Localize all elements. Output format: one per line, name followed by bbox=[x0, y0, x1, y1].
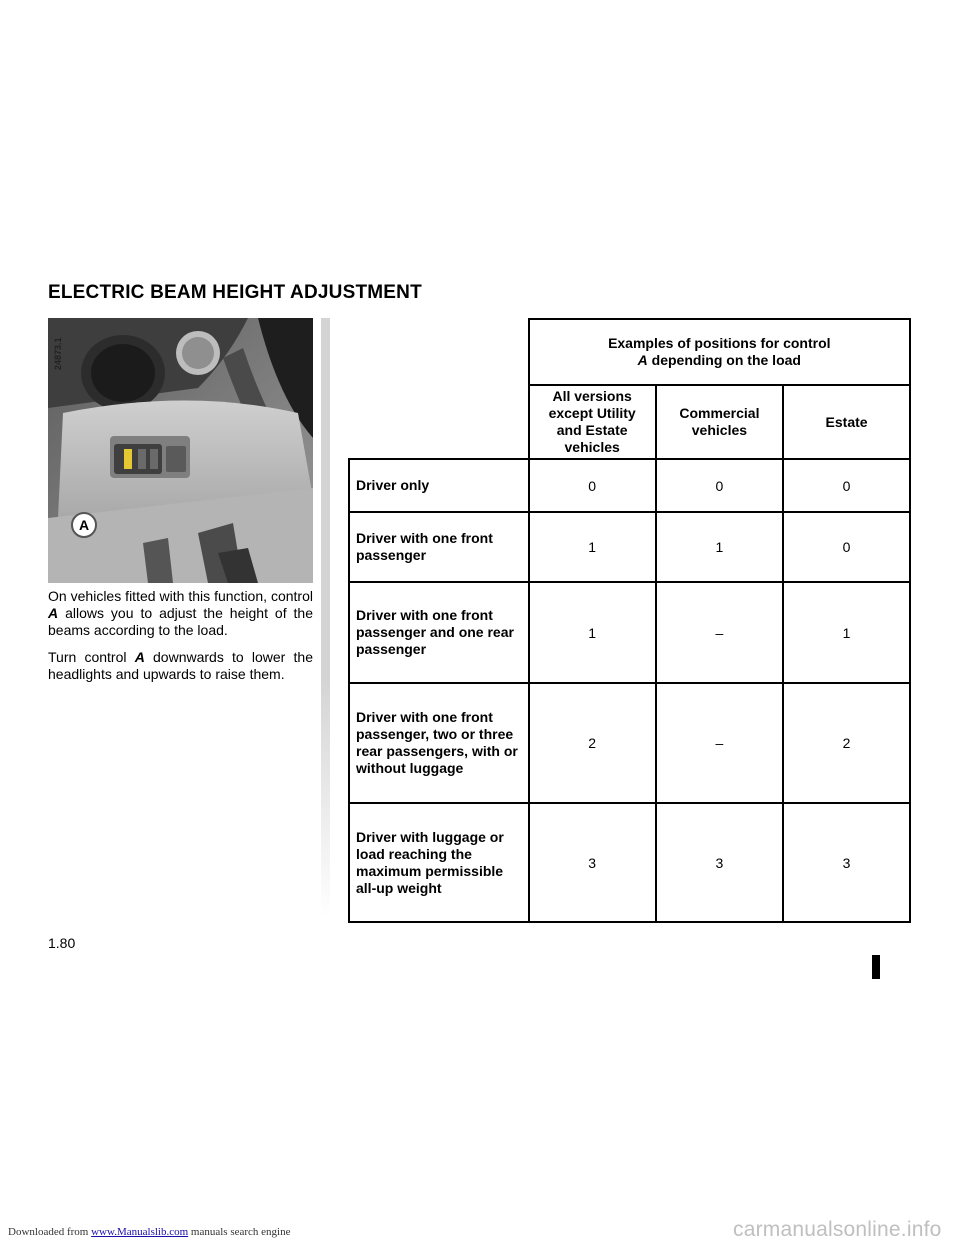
load-position-table bbox=[348, 318, 911, 923]
body-text bbox=[48, 588, 313, 693]
table-row bbox=[349, 512, 910, 582]
table-cell: 1 bbox=[783, 582, 910, 683]
table-corner bbox=[349, 385, 529, 459]
row-label: Driver with one front passenger bbox=[349, 512, 529, 582]
table-cell: 0 bbox=[656, 459, 783, 512]
table-cell: 2 bbox=[529, 683, 656, 803]
table-cell: 1 bbox=[656, 512, 783, 582]
table-cell: 2 bbox=[783, 683, 910, 803]
table-cell: 1 bbox=[529, 512, 656, 582]
row-label: Driver with one front passenger, two or three rear passengers, with or without luggage bbox=[349, 683, 529, 803]
table-row bbox=[349, 459, 910, 512]
table-caption-row bbox=[349, 319, 910, 385]
table-cell: – bbox=[656, 582, 783, 683]
manualslib-link[interactable]: www.Manualslib.com bbox=[91, 1226, 189, 1238]
column-header: Commercial vehicles bbox=[656, 385, 783, 459]
page-number: 1.80 bbox=[48, 935, 76, 951]
table-cell: 0 bbox=[783, 512, 910, 582]
control-ref: A bbox=[48, 605, 59, 621]
table-cell: 1 bbox=[529, 582, 656, 683]
row-label: Driver with luggage or load reaching the maximum permissible all-up weight bbox=[349, 803, 529, 922]
column-header: All versions except Utility and Estate vehicles bbox=[529, 385, 656, 459]
table-cell: 0 bbox=[529, 459, 656, 512]
column-divider bbox=[321, 318, 330, 918]
paragraph-function: On vehicles fitted with this function, control A allows you to adjust the height of the beams according to the load. bbox=[48, 588, 313, 638]
dashboard-photo bbox=[48, 318, 313, 583]
table-row bbox=[349, 683, 910, 803]
table-cell: 0 bbox=[783, 459, 910, 512]
column-header: Estate bbox=[783, 385, 910, 459]
paragraph-usage: Turn control A downwards to lower the headlights and upwards to raise them. bbox=[48, 649, 313, 682]
table-caption: Examples of positions for control A depending on the load bbox=[529, 319, 910, 385]
table-row bbox=[349, 582, 910, 683]
control-a-callout: A bbox=[71, 512, 97, 538]
dashboard-illustration bbox=[48, 318, 313, 583]
row-label: Driver with one front passenger and one rear passenger bbox=[349, 582, 529, 683]
page-title: ELECTRIC BEAM HEIGHT ADJUSTMENT bbox=[48, 282, 422, 303]
table-cell: 3 bbox=[783, 803, 910, 922]
page-edge-marker bbox=[872, 955, 880, 979]
table-cell: – bbox=[656, 683, 783, 803]
row-label: Driver only bbox=[349, 459, 529, 512]
table-corner bbox=[349, 319, 529, 385]
table-cell: 3 bbox=[529, 803, 656, 922]
figure-code: 24873.1 bbox=[53, 337, 63, 370]
table-row bbox=[349, 803, 910, 922]
watermark: carmanualsonline.info bbox=[733, 1218, 942, 1241]
download-notice: Downloaded from www.Manualslib.com manuals search engine bbox=[8, 1226, 291, 1238]
table-cell: 3 bbox=[656, 803, 783, 922]
control-ref: A bbox=[134, 649, 145, 665]
table-header-row bbox=[349, 385, 910, 459]
